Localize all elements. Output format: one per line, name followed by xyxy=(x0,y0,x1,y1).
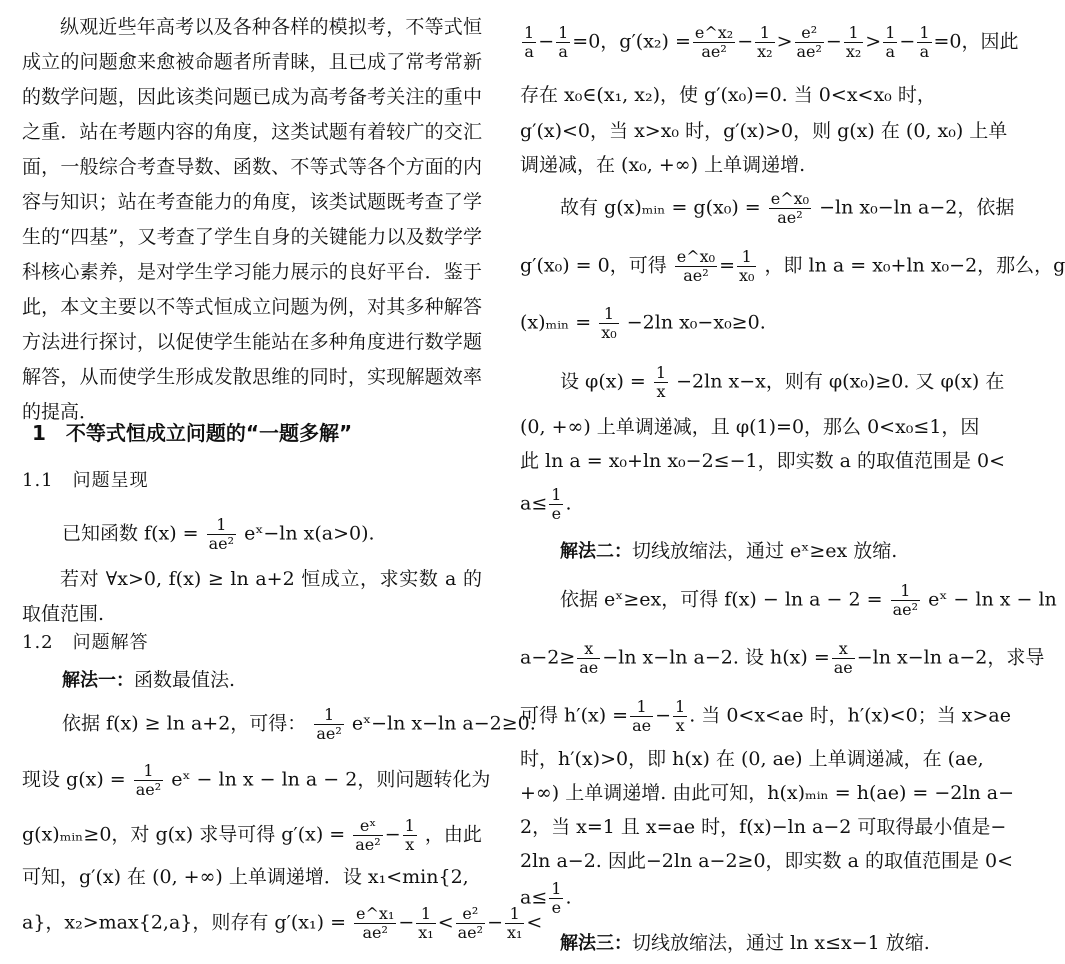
text: . 当 0<x<ae 时，h′(x)<0；当 x>ae xyxy=(689,704,1011,727)
frac-num: 1 xyxy=(737,248,756,267)
frac-den: ae² xyxy=(355,835,381,854)
method1-line3: g(x)ₘᵢₙ≥0，对 g(x) 求导可得 g′(x) = $\frac{\text{eˣ}}{\text{ae²}}$ − $\frac{1}{x}$ ，由此 xyxy=(22,816,482,854)
text: −2ln x−x，则有 φ(x₀)≥0. 又 φ(x) 在 xyxy=(676,370,1005,393)
frac-num: e^x₁ xyxy=(356,904,395,923)
frac-den: e xyxy=(551,504,562,523)
text: 可得 h′(x) = xyxy=(520,704,629,727)
frac-den: a xyxy=(885,42,896,61)
text: ，即 ln a = x₀+ln x₀−2，那么，g xyxy=(764,254,1065,277)
method3-label: 解法三： xyxy=(560,933,632,954)
frac-num: 1 xyxy=(416,905,435,924)
frac-den: ae xyxy=(632,716,652,735)
text: ，由此 xyxy=(424,823,482,846)
frac-num: 1 xyxy=(551,879,562,898)
method1-line1 xyxy=(62,706,536,743)
right-line5 xyxy=(560,190,1014,227)
text: a}，x₂>max{2,a}，则存有 g′(x₁) = xyxy=(22,911,346,934)
subsection-1-2: 1.2 问题解答 xyxy=(22,632,149,653)
frac-den: ae xyxy=(833,658,853,677)
fraction xyxy=(522,24,536,61)
text: −ln x−ln a−2，求导 xyxy=(856,646,1045,669)
method1-line5: a}，x₂>max{2,a}，则存有 g′(x₁) = $\frac{\text{e\textasciicircum{}x₁}}{\text{ae²}}$ − $\frac{1}{\text{x₁}}$ < $\frac{\text{e²}}{\text{ae²}}$ − $\frac{1}{\text{x₁}}$ < xyxy=(22,904,543,942)
fraction xyxy=(353,817,382,854)
frac-den: x₁ xyxy=(418,923,434,942)
frac-den: ae² xyxy=(701,42,727,61)
given-prefix: 已知函数 f(x) = xyxy=(62,522,199,545)
frac-den: ae² xyxy=(362,923,388,942)
frac-den: ae² xyxy=(135,780,162,799)
right-line18: 2ln a−2. 因此−2ln a−2≥0，即实数 a 的取值范围是 0< xyxy=(520,850,1014,872)
text: eˣ − ln x − ln xyxy=(928,588,1057,611)
frac-den: x₂ xyxy=(757,42,773,61)
condition-text: 若对 ∀x>0, f(x) ≥ ln a+2 恒成立，求实数 a 的取值范围. xyxy=(22,568,482,625)
right-line14: 可得 h′(x) = $\frac{1}{ae}$ − $\frac{1}{x}$ . 当 0<x<ae 时，h′(x)<0；当 x>ae xyxy=(520,697,1011,735)
given-suffix: eˣ−ln x(a>0). xyxy=(244,522,375,545)
text: =0，因此 xyxy=(933,30,1019,53)
fraction xyxy=(675,248,717,285)
right-line8 xyxy=(560,364,1004,401)
fraction xyxy=(354,905,396,942)
fraction xyxy=(630,698,653,735)
fraction xyxy=(795,24,824,61)
frac-num: 1 xyxy=(207,516,236,535)
fraction xyxy=(134,762,163,799)
frac-den: x₀ xyxy=(739,266,755,285)
right-line11: a≤ $\frac{1}{e}$ . xyxy=(520,485,572,523)
frac-den: x₁ xyxy=(506,923,523,942)
frac-num: e² xyxy=(456,905,485,924)
method3-heading xyxy=(560,928,930,959)
method1-heading xyxy=(62,665,235,696)
right-line17: 2，当 x=1 且 x=ae 时，f(x)−ln a−2 可取得最小值是− xyxy=(520,816,1007,838)
right-line19: a≤ $\frac{1}{e}$ . xyxy=(520,879,572,917)
text: g′(x₀) = 0，可得 xyxy=(520,254,667,277)
method2-heading xyxy=(560,536,897,567)
frac-den: a xyxy=(524,42,534,61)
frac-num: 1 xyxy=(134,762,163,781)
frac-den: a xyxy=(919,42,930,61)
text: 设 φ(x) = xyxy=(560,370,646,393)
fraction xyxy=(769,190,811,227)
intro-paragraph: 纵观近些年高考以及各种各样的模拟考，不等式恒成立的问题愈来愈被命题者所青睐，且已成了常考常新的数学问题，因此该类问题已成为高考备考关注的重中之重．站在考题内容的角度，这类试题有着较广的交汇面，一般综合考查导数、函数、不等式等各个方面的内容与知识；站在考查能力的角度，该类试题既考查了学生的“四基”，又考查了学生自身的关键能力以及数学学科核心素养，是对学生学习能力展示的良好平台．鉴于此，本文主要以不等式恒成立问题为例，对其多种解答方法进行探讨，以促使学生能站在多种角度进行数学题解答，从而使学生形成发散思维的同时，实现解题效率的提高． xyxy=(22,16,482,423)
method2-text: 切线放缩法，通过 eˣ≥ex 放缩. xyxy=(632,540,898,562)
text: g(x)ₘᵢₙ≥0，对 g(x) 求导可得 g′(x) = xyxy=(22,823,346,846)
method1-line4: 可知，g′(x) 在 (0, +∞) 上单调递增．设 x₁<min{2, xyxy=(22,866,469,888)
fraction xyxy=(832,640,855,677)
text: =0，g′(x₂) = xyxy=(572,30,691,53)
text: a−2≥ xyxy=(520,646,576,669)
fraction xyxy=(207,516,236,553)
fraction xyxy=(673,698,687,735)
frac-den: e xyxy=(551,898,562,917)
frac-num: 1 xyxy=(891,582,920,601)
frac-num: 1 xyxy=(844,24,863,43)
fraction xyxy=(917,24,931,61)
section-title: 1 不等式恒成立问题的“一题多解” xyxy=(32,421,353,445)
frac-num: e^x₀ xyxy=(676,247,716,266)
frac-den: x xyxy=(656,382,666,401)
frac-num: 1 xyxy=(755,24,774,43)
fraction xyxy=(549,880,563,917)
frac-den: ae² xyxy=(208,534,235,553)
frac-den: a xyxy=(558,42,568,61)
text: a≤ xyxy=(520,492,548,515)
frac-den: x xyxy=(405,835,415,854)
right-line1: $\frac{1}{a}$ − $\frac{1}{a}$ =0，g′(x₂) = $\frac{\text{e\textasciicircum{}x₂}}{\text{ae²}}$ − $\frac{1}{\text{x₂}}$ > $\frac{\text{e²}}{\text{ae²}}$ − $\frac{1}{\text{x₂}}$ > $\frac{1}{a}$ − $\frac{1}{a}$ =0，因此 xyxy=(524,23,1019,61)
text: 依据 eˣ≥ex，可得 f(x) − ln a − 2 = xyxy=(560,588,883,611)
fraction xyxy=(755,24,774,61)
text: a≤ xyxy=(520,886,548,909)
method2-label: 解法二： xyxy=(560,541,632,562)
frac-num: 1 xyxy=(505,905,524,924)
frac-den: ae xyxy=(579,658,599,677)
method3-text: 切线放缩法，通过 ln x≤x−1 放缩. xyxy=(632,932,930,954)
fraction xyxy=(577,640,600,677)
right-line12 xyxy=(560,582,1057,619)
fraction xyxy=(737,248,756,285)
right-line4: 调递减，在 (x₀, +∞) 上单调递增. xyxy=(520,154,806,176)
frac-num: e^x₀ xyxy=(770,189,810,208)
frac-num: 1 xyxy=(558,23,569,42)
frac-den: x xyxy=(675,716,685,735)
fraction xyxy=(654,364,668,401)
frac-den: x₂ xyxy=(845,42,862,61)
frac-num: e^x₂ xyxy=(694,23,734,42)
given-function xyxy=(62,516,375,553)
fraction xyxy=(403,817,417,854)
frac-num: x xyxy=(577,640,600,659)
frac-den: ae² xyxy=(892,600,919,619)
fraction xyxy=(693,24,735,61)
frac-den: ae² xyxy=(796,42,822,61)
frac-num: e² xyxy=(795,24,824,43)
fraction xyxy=(314,706,343,743)
right-line7 xyxy=(520,305,766,342)
frac-num: 1 xyxy=(551,485,562,504)
frac-num: 1 xyxy=(919,23,930,42)
frac-num: x xyxy=(832,640,855,659)
text: −ln x₀−ln a−2，依据 xyxy=(819,196,1015,219)
method1-label: 解法一： xyxy=(62,670,134,691)
right-line13 xyxy=(520,640,1044,677)
right-line10: 此 ln a = x₀+ln x₀−2≤−1，即实数 a 的取值范围是 0< xyxy=(520,450,1006,472)
text: 依据 f(x) ≥ ln a+2，可得： xyxy=(62,712,307,735)
right-line9: (0, +∞) 上单调递减，且 φ(1)=0，那么 0<x₀≤1，因 xyxy=(520,416,980,438)
right-line16: +∞) 上单调递增. 由此可知，h(x)ₘᵢₙ = h(ae) = −2ln a− xyxy=(520,782,1014,804)
text: −2ln x₀−x₀≥0. xyxy=(626,311,766,334)
text: (x)ₘᵢₙ = xyxy=(520,311,592,334)
right-line3: g′(x)<0，当 x>x₀ 时，g′(x)>0，则 g(x) 在 (0, x₀) 上单 xyxy=(520,120,1008,142)
right-line6: g′(x₀) = 0，可得 $\frac{\text{e\textasciicircum{}x₀}}{\text{ae²}}$ = $\frac{1}{\text{x₀}}$ ，即 ln a = x₀+ln x₀−2，那么，g xyxy=(520,247,1065,285)
method1-text: 函数最值法. xyxy=(134,669,236,691)
frac-den: ae² xyxy=(316,724,342,743)
frac-num: 1 xyxy=(885,23,896,42)
text: −ln x−ln a−2. 设 h(x) = xyxy=(602,646,830,669)
frac-num: 1 xyxy=(524,23,535,42)
fraction xyxy=(883,24,897,61)
fraction xyxy=(556,24,570,61)
fraction xyxy=(891,582,920,619)
frac-num: eˣ xyxy=(353,817,382,836)
text: 现设 g(x) = xyxy=(22,768,126,791)
frac-num: 1 xyxy=(675,697,686,716)
fraction xyxy=(599,305,618,342)
frac-num: 1 xyxy=(655,363,667,382)
frac-num: 1 xyxy=(314,706,343,725)
frac-num: 1 xyxy=(599,305,618,324)
text: 故有 g(x)ₘᵢₙ = g(x₀) = xyxy=(560,196,761,219)
subsection-1-1: 1.1 问题呈现 xyxy=(22,470,149,491)
frac-den: ae² xyxy=(777,208,803,227)
fraction xyxy=(844,24,863,61)
right-line15: 时，h′(x)>0，即 h(x) 在 (0, ae) 上单调递减，在 (ae, xyxy=(520,748,984,770)
frac-num: 1 xyxy=(630,698,653,717)
right-line2: 存在 x₀∈(x₁, x₂)，使 g′(x₀)=0. 当 0<x<x₀ 时， xyxy=(520,84,936,106)
frac-den: ae² xyxy=(457,923,484,942)
frac-den: ae² xyxy=(683,266,709,285)
fraction xyxy=(549,486,563,523)
frac-den: x₀ xyxy=(601,323,617,342)
text: eˣ − ln x − ln a − 2，则问题转化为 xyxy=(171,768,491,791)
fraction xyxy=(456,905,485,942)
text: eˣ−ln x−ln a−2≥0. xyxy=(351,712,536,735)
method1-line2 xyxy=(22,762,490,799)
frac-num: 1 xyxy=(404,816,415,835)
fraction xyxy=(416,905,435,942)
